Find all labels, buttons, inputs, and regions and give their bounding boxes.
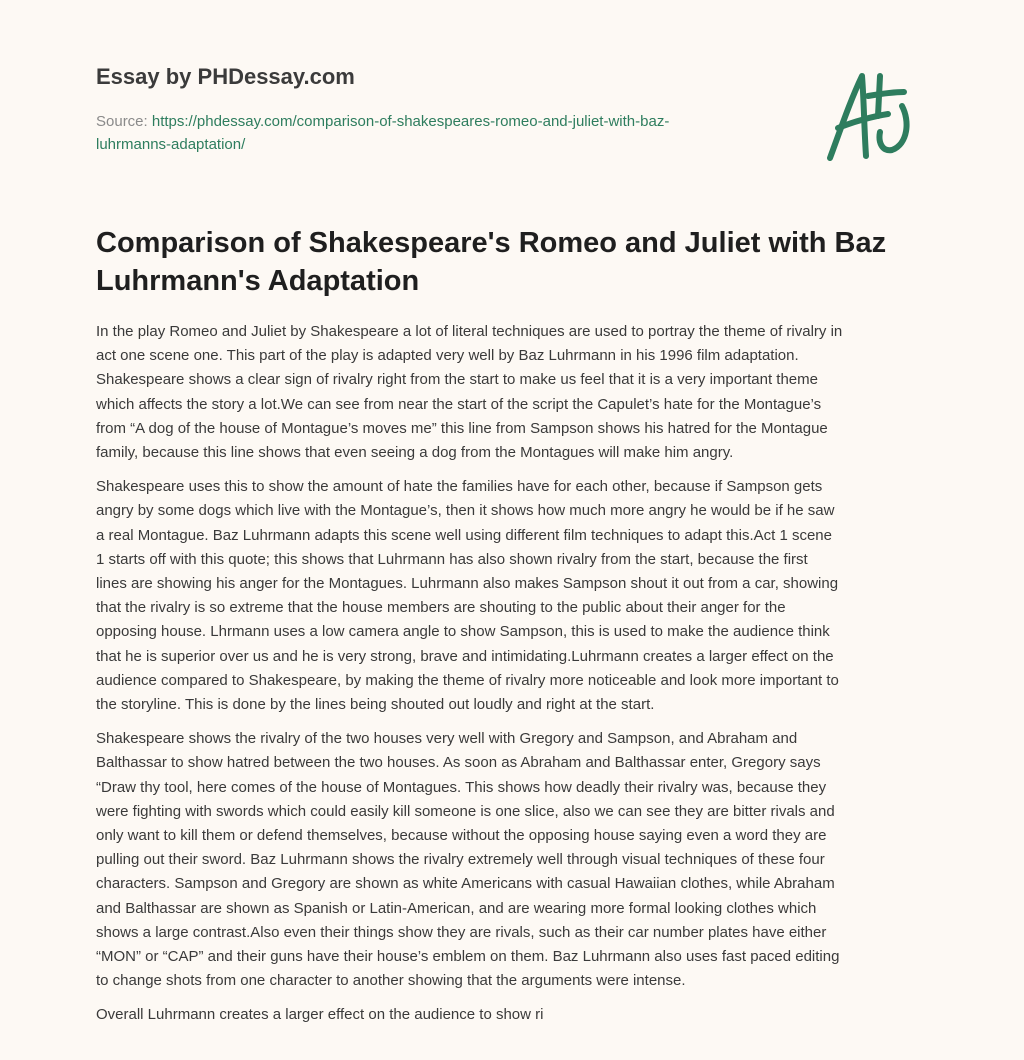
essay-paragraph bbox=[96, 1003, 936, 1027]
paragraph-line: “MON” or “CAP” and their guns have their house’s emblem on them. Baz Luhrmann also uses fast paced editing bbox=[96, 948, 840, 966]
paragraph-line: Shakespeare shows the rivalry of the two houses very well with Gregory and Sampson, and Abraham and bbox=[96, 730, 798, 748]
paragraph-line: “Draw thy tool, here comes of the house of Montagues. This shows how deadly their rivalry was, because they bbox=[96, 778, 827, 796]
paragraph-line: that the rivalry is so extreme that the house members are shouting to the public about their anger for the bbox=[96, 599, 786, 617]
paragraph-line: were fighting with swords which could easily kill someone is one slice, also we can see they are bitter rivals and bbox=[96, 802, 835, 820]
paragraph-line: pulling out their sword. Baz Luhrmann shows the rivalry extremely well through visual techniques of these four bbox=[96, 851, 825, 869]
essay-paragraph bbox=[96, 320, 936, 465]
site-brand: Essay by PHDessay.com bbox=[96, 64, 355, 89]
paragraph-line: a real Montague. Baz Luhrmann adapts this scene well using different film techniques to adapt this.Act 1 scene bbox=[96, 526, 832, 544]
paragraph-line: to change shots from one character to another showing that the arguments were intense. bbox=[96, 972, 686, 990]
paragraph-line: audience compared to Shakespeare, by making the theme of rivalry more noticeable and look more important to bbox=[96, 671, 839, 689]
paragraph-line: opposing house. Lhrmann uses a low camera angle to show Sampson, this is used to make the audience think bbox=[96, 623, 830, 641]
paragraph-line: lines are showing his anger for the Montagues. Luhrmann also makes Sampson shout it out from a car, showing bbox=[96, 575, 839, 593]
paragraph-line: Shakespeare shows a clear sign of rivalry right from the start to make us feel that it is a very important theme bbox=[96, 371, 818, 389]
source-label: Source: bbox=[96, 113, 152, 130]
paragraph-line: 1 starts off with this quote; this shows that Luhrmann has also shown rivalry from the start, because the first bbox=[96, 550, 808, 568]
paragraph-line: shows a large contrast.Also even their things show they are rivals, such as their car number plates have either bbox=[96, 923, 827, 941]
paragraph-line: the storyline. This is done by the lines being shouted out loudly and right at the start. bbox=[96, 696, 655, 714]
essay-paragraph bbox=[96, 475, 936, 717]
paragraph-line: In the play Romeo and Juliet by Shakespeare a lot of literal techniques are used to portray the theme of rivalry in bbox=[96, 323, 843, 340]
essay-body bbox=[96, 320, 936, 1028]
paragraph-line: characters. Sampson and Gregory are shown as white Americans with casual Hawaiian clothes, while Abraham bbox=[96, 875, 835, 893]
source-line bbox=[96, 110, 796, 156]
paragraph-line: and Balthassar are shown as Spanish or Latin-American, and are wearing more formal looking clothes which bbox=[96, 899, 817, 917]
essay-title: Comparison of Shakespeare's Romeo and Juliet with Baz Luhrmann's Adaptation bbox=[96, 227, 887, 297]
paragraph-line: only want to kill them or defend themselves, because without the opposing house saying even a word they are bbox=[96, 827, 827, 845]
essay-paragraph bbox=[96, 727, 936, 993]
paragraph-line: Balthassar to show hatred between the two houses. As soon as Abraham and Balthassar enter, Gregory says bbox=[96, 754, 821, 772]
paragraph-line: Overall Luhrmann creates a larger effect on the audience to show ri bbox=[96, 1006, 544, 1024]
paragraph-line: that he is superior over us and he is very strong, brave and intimidating.Luhrmann creates a larger effect on the bbox=[96, 647, 834, 665]
source-link[interactable]: https://phdessay.com/comparison-of-shakespeares-romeo-and-juliet-with-baz- luhrmanns-adaptation/ bbox=[96, 113, 670, 153]
paragraph-line: act one scene one. This part of the play is adapted very well by Baz Luhrmann in his 1996 film adaptation. bbox=[96, 347, 799, 365]
paragraph-line: family, because this line shows that even seeing a dog from the Montagues will make him angry. bbox=[96, 444, 734, 462]
paragraph-line: angry by some dogs which live with the Montague’s, then it shows how much more angry he would be if he saw bbox=[96, 502, 835, 520]
header bbox=[96, 62, 936, 212]
paragraph-line: which affects the story a lot.We can see from near the start of the script the Capulet’s hate for the Montague’s bbox=[96, 395, 822, 413]
paragraph-line: Shakespeare uses this to show the amount of hate the families have for each other, because if Sampson gets bbox=[96, 478, 823, 496]
paragraph-line: from “A dog of the house of Montague’s moves me” this line from Sampson shows his hatred for the Montague bbox=[96, 419, 828, 437]
a-plus-logo bbox=[820, 66, 930, 166]
